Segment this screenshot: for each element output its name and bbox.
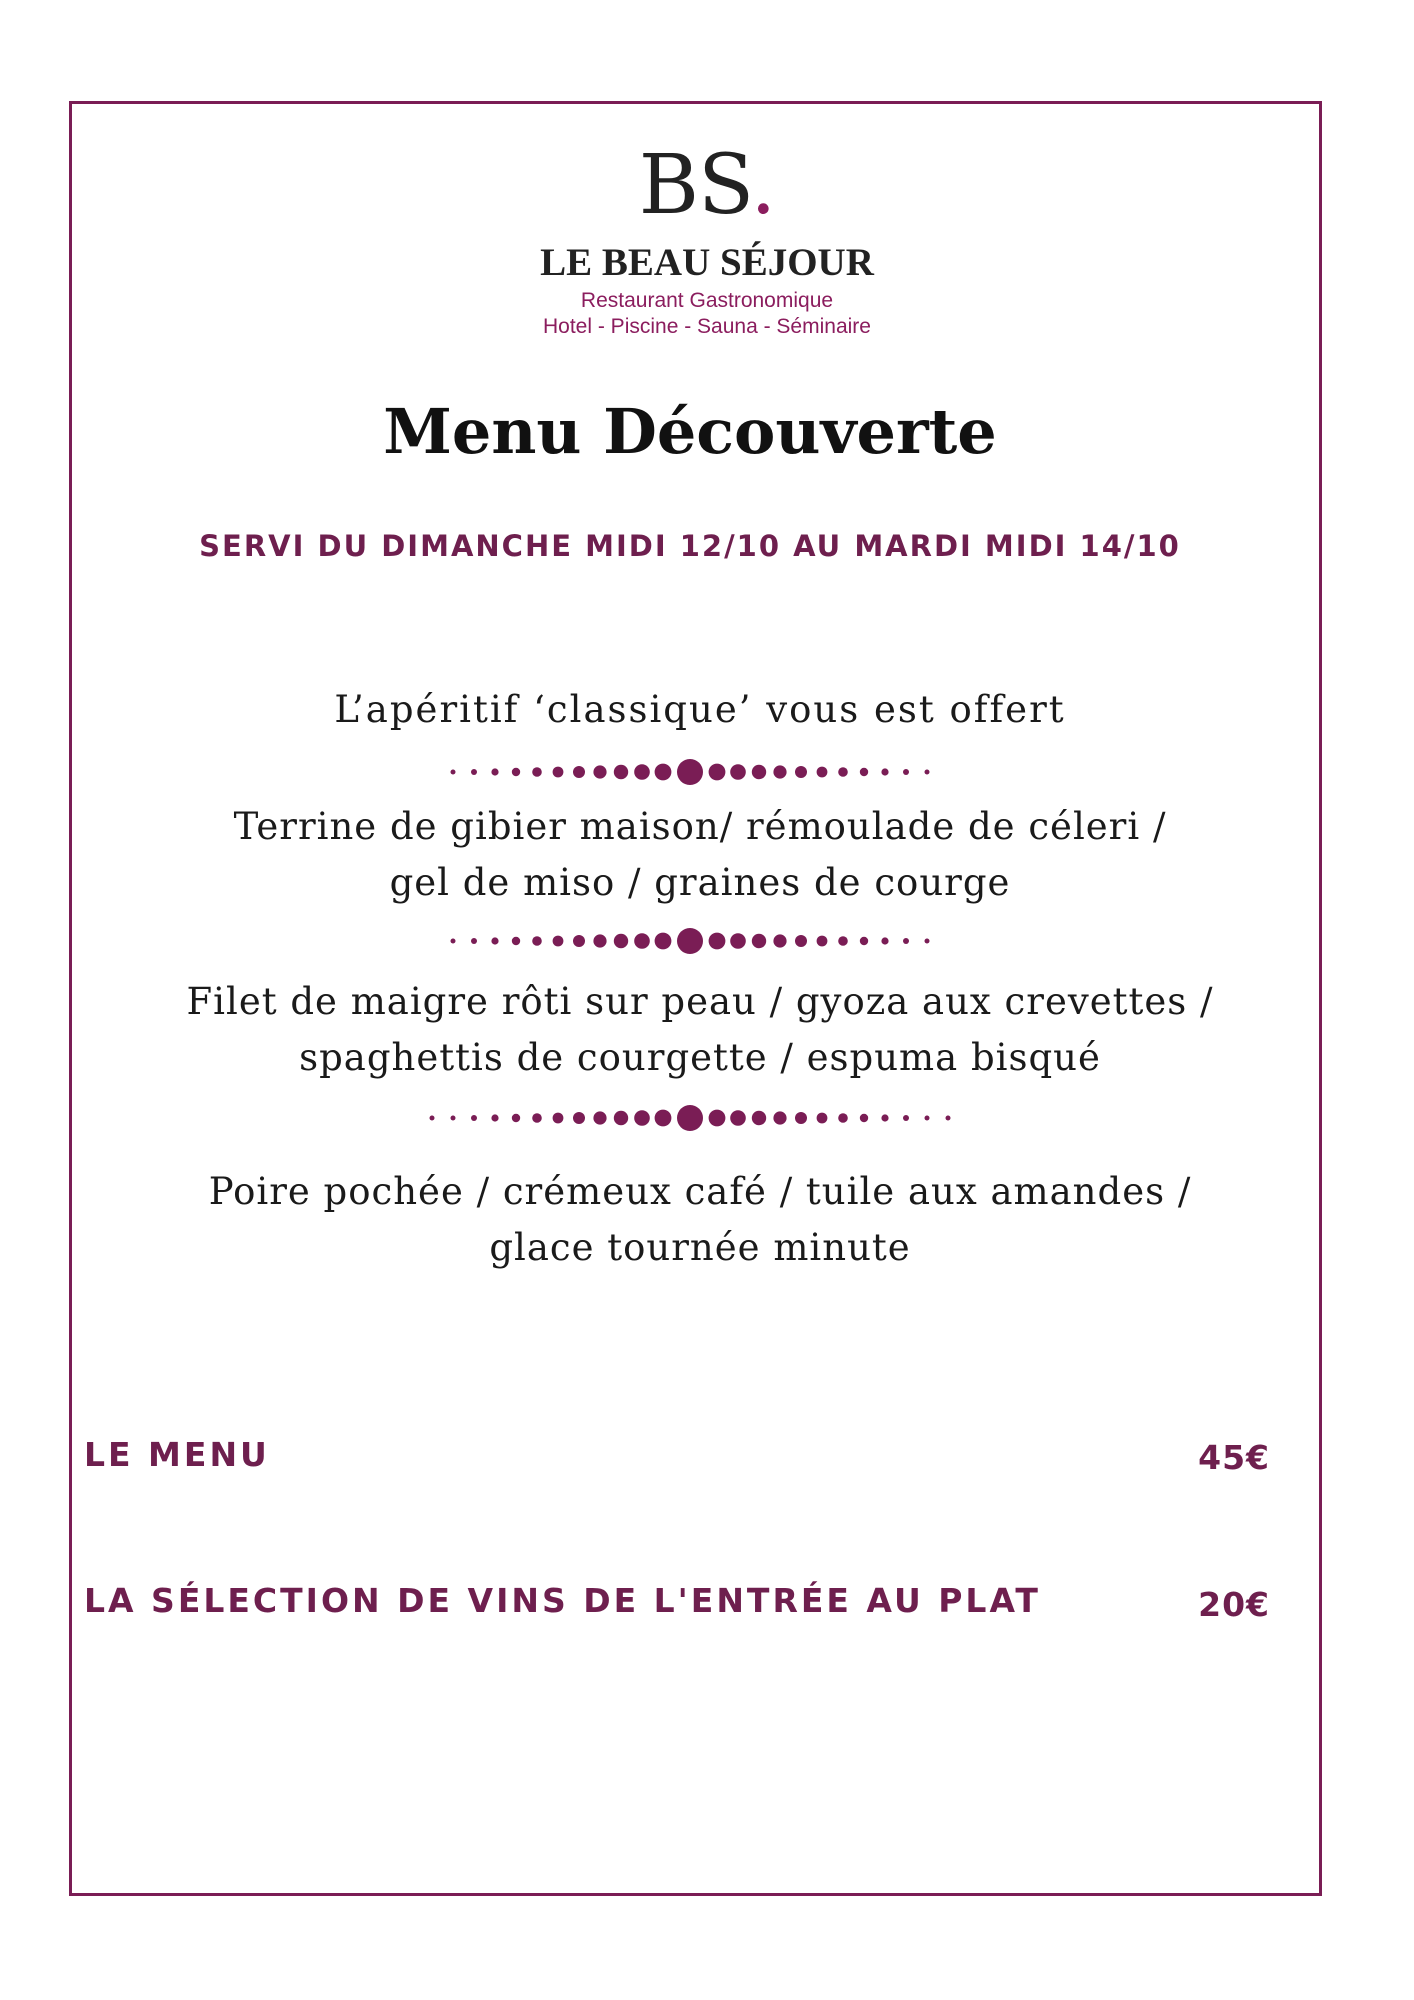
divider-ornament — [439, 926, 941, 956]
divider-dot — [512, 768, 520, 776]
course-line: Poire pochée / crémeux café / tuile aux amandes / — [208, 1170, 1192, 1213]
divider-dot — [860, 1114, 868, 1122]
divider-dot — [593, 934, 606, 947]
divider-dot — [881, 1114, 888, 1121]
course-line: L’apéritif ‘classique’ vous est offert — [334, 688, 1066, 731]
divider-dot — [817, 936, 828, 947]
divider-dot — [773, 934, 786, 947]
divider-dot — [709, 764, 726, 781]
divider-center-dot — [677, 759, 703, 785]
divider-dot — [752, 765, 766, 779]
divider-dot — [430, 1116, 435, 1121]
divider-dot — [903, 938, 909, 944]
divider-dot — [634, 933, 650, 949]
divider-dot — [491, 768, 498, 775]
divider-dot — [471, 769, 477, 775]
divider-dot — [903, 769, 909, 775]
course-line: gel de miso / graines de courge — [389, 861, 1011, 904]
price-label-wine: LA SÉLECTION DE VINS DE L'ENTRÉE AU PLAT — [84, 1581, 1041, 1620]
divider-dot — [752, 1111, 766, 1125]
divider-dot — [614, 934, 628, 948]
divider-dot — [553, 1113, 564, 1124]
divider-dot — [795, 935, 807, 947]
divider-dot — [817, 767, 828, 778]
divider-dot — [709, 1110, 726, 1127]
divider-dot — [838, 1113, 848, 1123]
divider-dot — [614, 1111, 628, 1125]
divider-dot — [532, 936, 542, 946]
divider-dot — [881, 937, 888, 944]
divider-dot — [795, 766, 807, 778]
divider-dot — [838, 767, 848, 777]
divider-dot — [946, 1116, 951, 1121]
course-line: spaghettis de courgette / espuma bisqué — [299, 1036, 1101, 1079]
logo-initials: BS — [638, 138, 751, 233]
divider-dot — [860, 768, 868, 776]
divider-ornament — [418, 1103, 962, 1133]
menu-title: Menu Découverte — [383, 395, 997, 468]
divider-dot — [752, 934, 766, 948]
divider-dot — [614, 765, 628, 779]
course-line: glace tournée minute — [489, 1226, 911, 1269]
divider-dot — [925, 1116, 930, 1121]
divider-center-dot — [677, 1105, 703, 1131]
divider-dot — [532, 767, 542, 777]
divider-dot — [655, 933, 672, 950]
logo-dot: . — [750, 138, 776, 233]
divider-dot — [730, 764, 746, 780]
dotted-divider — [0, 757, 1380, 787]
divider-dot — [573, 766, 585, 778]
divider-dot — [593, 765, 606, 778]
divider-dot — [925, 939, 930, 944]
course-aperitif — [120, 682, 1280, 738]
divider-dot — [860, 937, 868, 945]
divider-dot — [709, 933, 726, 950]
divider-dot — [471, 938, 477, 944]
divider-dot — [655, 764, 672, 781]
dotted-divider — [0, 926, 1380, 956]
divider-dot — [773, 1111, 786, 1124]
divider-ornament — [439, 757, 941, 787]
divider-dot — [838, 936, 848, 946]
course-dessert — [120, 1164, 1280, 1276]
price-label-menu: LE MENU — [84, 1435, 270, 1474]
divider-dot — [634, 764, 650, 780]
divider-dot — [593, 1111, 606, 1124]
divider-dot — [532, 1113, 542, 1123]
served-dates: SERVI DU DIMANCHE MIDI 12/10 AU MARDI MIDI 14/10 — [199, 529, 1181, 563]
divider-dot — [451, 939, 456, 944]
divider-dot — [573, 935, 585, 947]
divider-dot — [553, 936, 564, 947]
divider-dot — [795, 1112, 807, 1124]
divider-dot — [730, 933, 746, 949]
divider-dot — [512, 1114, 520, 1122]
divider-dot — [553, 767, 564, 778]
logo — [0, 138, 1414, 234]
divider-dot — [634, 1110, 650, 1126]
divider-dot — [573, 1112, 585, 1124]
price-value-wine: 20€ — [1198, 1585, 1270, 1624]
course-main — [120, 974, 1280, 1086]
divider-dot — [773, 765, 786, 778]
divider-dot — [817, 1113, 828, 1124]
divider-dot — [512, 937, 520, 945]
course-starter — [120, 799, 1280, 911]
divider-dot — [655, 1110, 672, 1127]
divider-center-dot — [677, 928, 703, 954]
divider-dot — [491, 937, 498, 944]
divider-dot — [451, 1116, 456, 1121]
divider-dot — [451, 770, 456, 775]
divider-dot — [925, 770, 930, 775]
course-line: Filet de maigre rôti sur peau / gyoza aux crevettes / — [186, 980, 1214, 1023]
divider-dot — [471, 1115, 477, 1121]
divider-dot — [491, 1114, 498, 1121]
course-line: Terrine de gibier maison/ rémoulade de céleri / — [233, 805, 1167, 848]
dotted-divider — [0, 1103, 1380, 1133]
restaurant-services: Hotel - Piscine - Sauna - Séminaire — [543, 315, 871, 338]
price-value-menu: 45€ — [1198, 1438, 1270, 1477]
divider-dot — [881, 768, 888, 775]
restaurant-name: LE BEAU SÉJOUR — [540, 241, 874, 284]
restaurant-tagline: Restaurant Gastronomique — [580, 289, 834, 312]
divider-dot — [903, 1115, 909, 1121]
divider-dot — [730, 1110, 746, 1126]
